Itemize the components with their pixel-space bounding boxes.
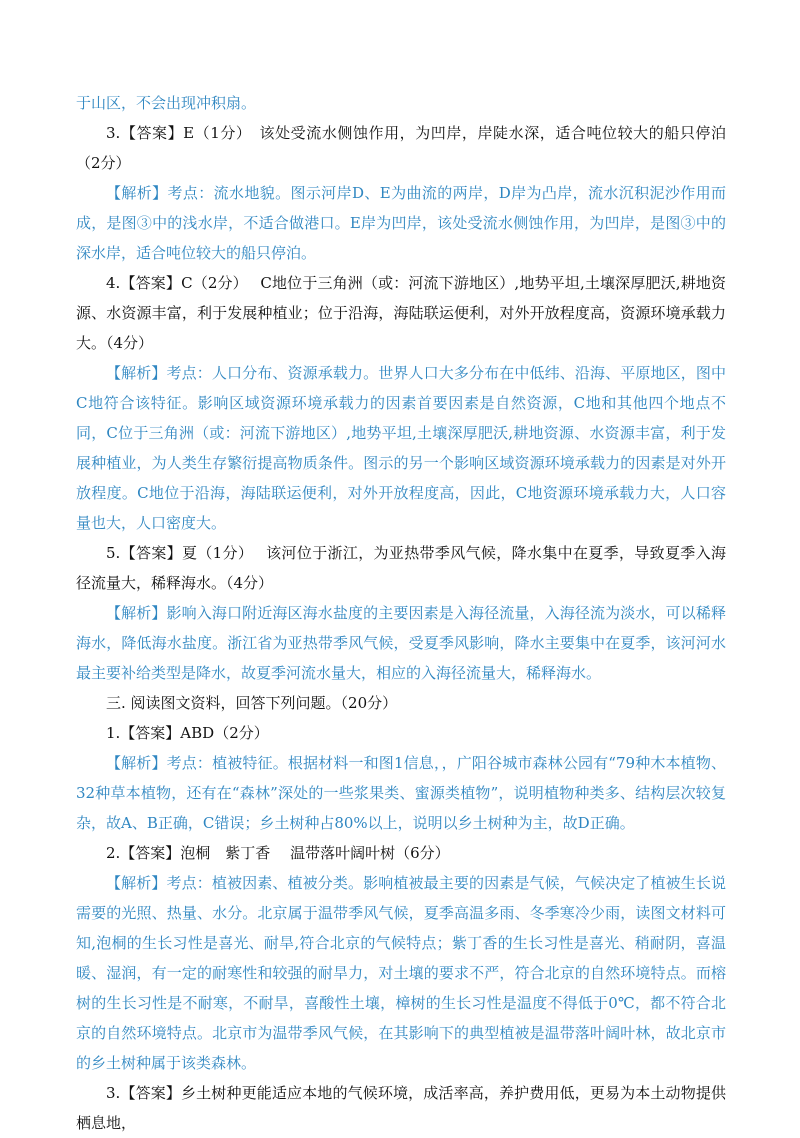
answer-s3-1: 1.【答案】ABD（2分） — [106, 724, 269, 742]
analysis-continuation: 于山区，不会出现冲积扇。 — [76, 94, 257, 112]
answer-4: 4.【答案】C（2分） C地位于三角洲（或：河流下游地区）,地势平坦,土壤深厚肥沃,耕地资源、水资源丰富，利于发展种植业；位于沿海，海陆联运便利，对外开放程度高，资源环境承载力大。（4分） — [76, 274, 726, 352]
section-three-heading: 三. 阅读图文资料，回答下列问题。（20分） — [106, 694, 398, 712]
analysis-s3-1: 【解析】考点：植被特征。根据材料一和图1信息，，广阳谷城市森林公园有“79种木本植物、32种草本植物，还有在“森林”深处的一些浆果类、蜜源类植物”，说明植物种类多、结构层次较复杂，故A、B正确，C错误；乡土树种占80%以上，说明以乡土树种为主，故D正确。 — [76, 754, 726, 832]
analysis-5: 【解析】影响入海口附近海区海水盐度的主要因素是入海径流量，入海径流为淡水，可以稀释海水，降低海水盐度。浙江省为亚热带季风气候，受夏季风影响，降水主要集中在夏季，该河河水最主要补给类型是降水，故夏季河流水量大，相应的入海径流量大，稀释海水。 — [76, 604, 726, 682]
analysis-4: 【解析】考点：人口分布、资源承载力。世界人口大多分布在中低纬、沿海、平原地区，图中C地符合该特征。影响区域资源环境承载力的因素首要因素是自然资源，C地和其他四个地点不同，C位于三角洲（或：河流下游地区）,地势平坦,土壤深厚肥沃,耕地资源、水资源丰富，利于发展种植业，为人类生存繁衍提高物质条件。图示的另一个影响区域资源环境承载力的因素是对外开放程度。C地位于沿海，海陆联运便利，对外开放程度高，因此，C地资源环境承载力大，人口容量也大，人口密度大。 — [76, 364, 726, 532]
answer-s3-3: 3.【答案】乡土树种更能适应本地的气候环境，成活率高，养护费用低，更易为本土动物提供栖息地， — [76, 1084, 726, 1132]
answer-3: 3.【答案】E（1分） 该处受流水侧蚀作用，为凹岸，岸陡水深，适合吨位较大的船只停泊（2分） — [76, 124, 726, 172]
answer-5: 5.【答案】夏（1分） 该河位于浙江，为亚热带季风气候，降水集中在夏季，导致夏季入海径流量大，稀释海水。（4分） — [76, 544, 726, 592]
analysis-3: 【解析】考点：流水地貌。图示河岸D、E为曲流的两岸，D岸为凸岸，流水沉积泥沙作用而成，是图③中的浅水岸，不适合做港口。E岸为凹岸，该处受流水侧蚀作用，为凹岸，是图③中的深水岸，适合吨位较大的船只停泊。 — [76, 184, 726, 262]
answer-key-content — [76, 88, 726, 1138]
analysis-s3-2: 【解析】考点：植被因素、植被分类。影响植被最主要的因素是气候，气候决定了植被生长说需要的光照、热量、水分。北京属于温带季风气候，夏季高温多雨、冬季寒冷少雨，读图文材料可知,泡桐的生长习性是喜光、耐旱,符合北京的气候特点；紫丁香的生长习性是喜光、稍耐阴，喜温暖、湿润，有一定的耐寒性和较强的耐旱力，对土壤的要求不严，符合北京的自然环境特点。而榕树的生长习性是不耐寒，不耐旱，喜酸性土壤，樟树的生长习性是温度不得低于0℃，都不符合北京的自然环境特点。北京市为温带季风气候，在其影响下的典型植被是温带落叶阔叶林，故北京市的乡土树种属于该类森林。 — [76, 874, 726, 1072]
answer-s3-2: 2.【答案】泡桐 紫丁香 温带落叶阔叶树（6分） — [106, 844, 450, 862]
